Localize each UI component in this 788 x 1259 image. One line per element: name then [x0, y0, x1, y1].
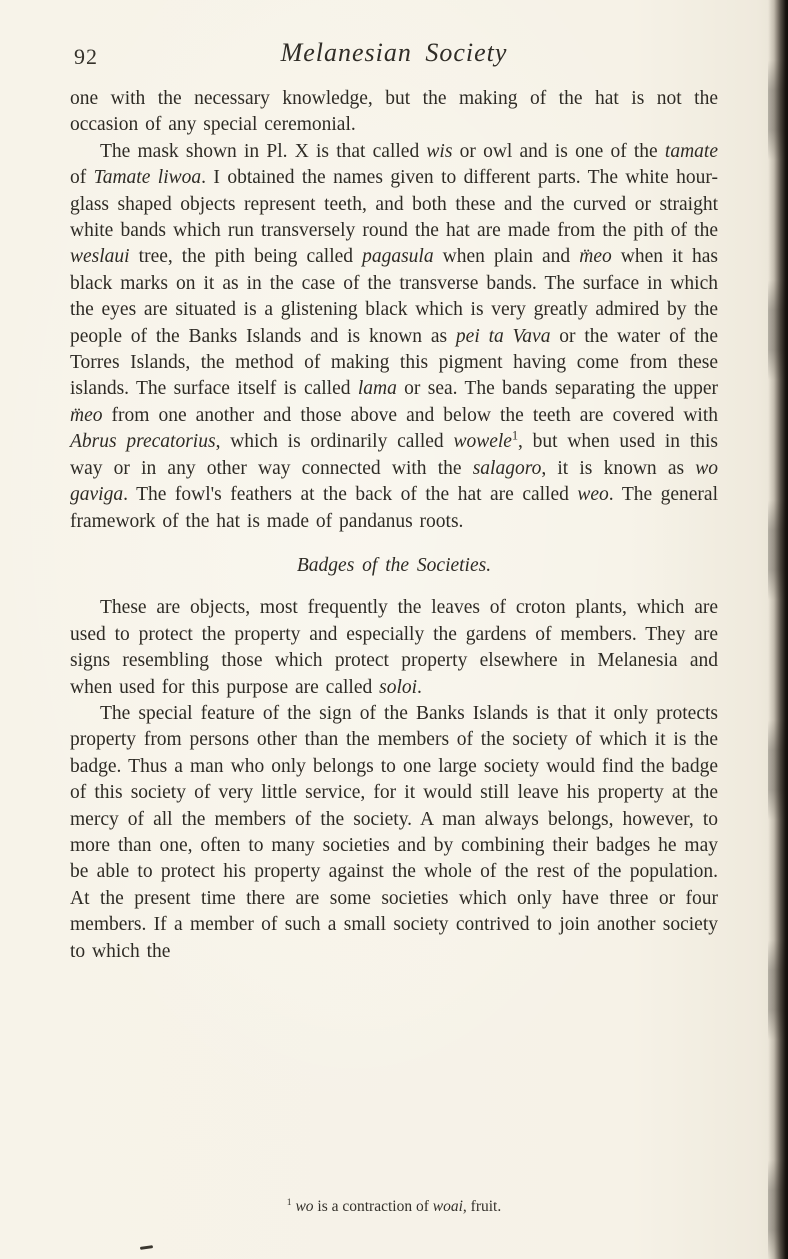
ink-mark [140, 1245, 153, 1250]
paragraph [70, 701, 718, 965]
text-run: , it is known as [541, 457, 696, 479]
text-run: , fruit. [462, 1198, 502, 1215]
paragraph [70, 595, 718, 701]
running-title: Melanesian Society [280, 38, 508, 67]
text-run: when plain and [433, 246, 580, 268]
italic-term: weo [577, 484, 609, 506]
italic-term: Badges of the Societies. [296, 554, 492, 576]
text-run: The mask shown in Pl. X is that called [100, 140, 427, 162]
section-heading [70, 553, 718, 579]
italic-term: wo [295, 1198, 314, 1215]
text-run: when it has black marks on it as in the case of the transverse bands. The surface in which the eyes are situated is a glistening black which is very greatly admired by the people of the Banks Islands and is known as [70, 246, 718, 347]
text-run: The special feature of the sign of the Banks Islands is that it only protects property from persons other than the members of the society of which it is the badge. Thus a man who only belongs to one large society would find the badge of this society of very little service, for it would still leave his property at the mercy of all the members of the society. A man always belongs, however, to more than one, often to many societies and by combining their badges he may be able to protect his property against the whole of the rest of the population. At the present time there are some societies which only have three or four members. If a member of such a small society contrived to join another society to which the [70, 702, 718, 962]
text-run: or owl and is one of the [452, 140, 665, 162]
paragraph [70, 139, 718, 535]
footnote [70, 1198, 718, 1216]
page-edge-shadow [768, 0, 788, 1259]
italic-term: weslaui [70, 246, 130, 268]
text-run: . I obtained the names given to different parts. The white hour-glass shaped objects represent teeth, and both these and the curved or straight white bands which run transversely round the hat are made from the pith of the [70, 167, 718, 242]
text-run: tree, the pith being called [129, 246, 363, 268]
text-run: of [70, 167, 94, 189]
text-run: , but when used in this way or in any other way connected with the [70, 431, 718, 479]
text-run: . The fowl's feathers at the back of the hat are called [123, 484, 578, 506]
italic-term: Abrus precatorius [70, 431, 216, 453]
italic-term: lama [357, 378, 397, 400]
italic-term: m̈eo [70, 404, 103, 426]
page-number: 92 [74, 44, 98, 69]
text-run: These are objects, most frequently the leaves of croton plants, which are used to protect the property and especially the gardens of members. They are signs resembling those which protect property elsewhere in Melanesia and when used for this purpose are called [70, 597, 718, 698]
text-run: . The general framework of the hat is made of pandanus roots. [70, 484, 719, 532]
italic-term: Tamate liwoa [93, 167, 202, 189]
italic-term: wo gaviga [70, 457, 719, 506]
text-run: , which is ordinarily called [215, 431, 454, 453]
italic-term: woai [432, 1198, 463, 1215]
italic-term: m̈eo [579, 246, 612, 268]
text-run: one with the necessary knowledge, but the making of the hat is not the occasion of any special ceremonial. [70, 88, 718, 136]
italic-term: wowele [453, 431, 512, 453]
page-header [70, 38, 718, 72]
italic-term: salagoro [472, 457, 542, 479]
text-run: from one another and those above and below the teeth are covered with [102, 404, 718, 426]
text-run: is a contraction of [313, 1198, 433, 1215]
paragraph [70, 86, 718, 139]
italic-term: wis [426, 140, 453, 162]
footnote-marker: 1 [511, 428, 518, 443]
italic-term: pagasula [362, 246, 434, 268]
text-run: or sea. The bands separating the upper [396, 378, 718, 400]
body-text [70, 86, 718, 965]
text-run: or the water of the Torres Islands, the method of making this pigment having come from these islands. The surface itself is called [70, 325, 719, 400]
italic-term: soloi [379, 676, 418, 698]
text-run: . [417, 676, 422, 698]
italic-term: pei ta Vava [455, 325, 551, 347]
italic-term: tamate [664, 140, 718, 162]
footnote-marker: 1 [286, 1196, 292, 1208]
